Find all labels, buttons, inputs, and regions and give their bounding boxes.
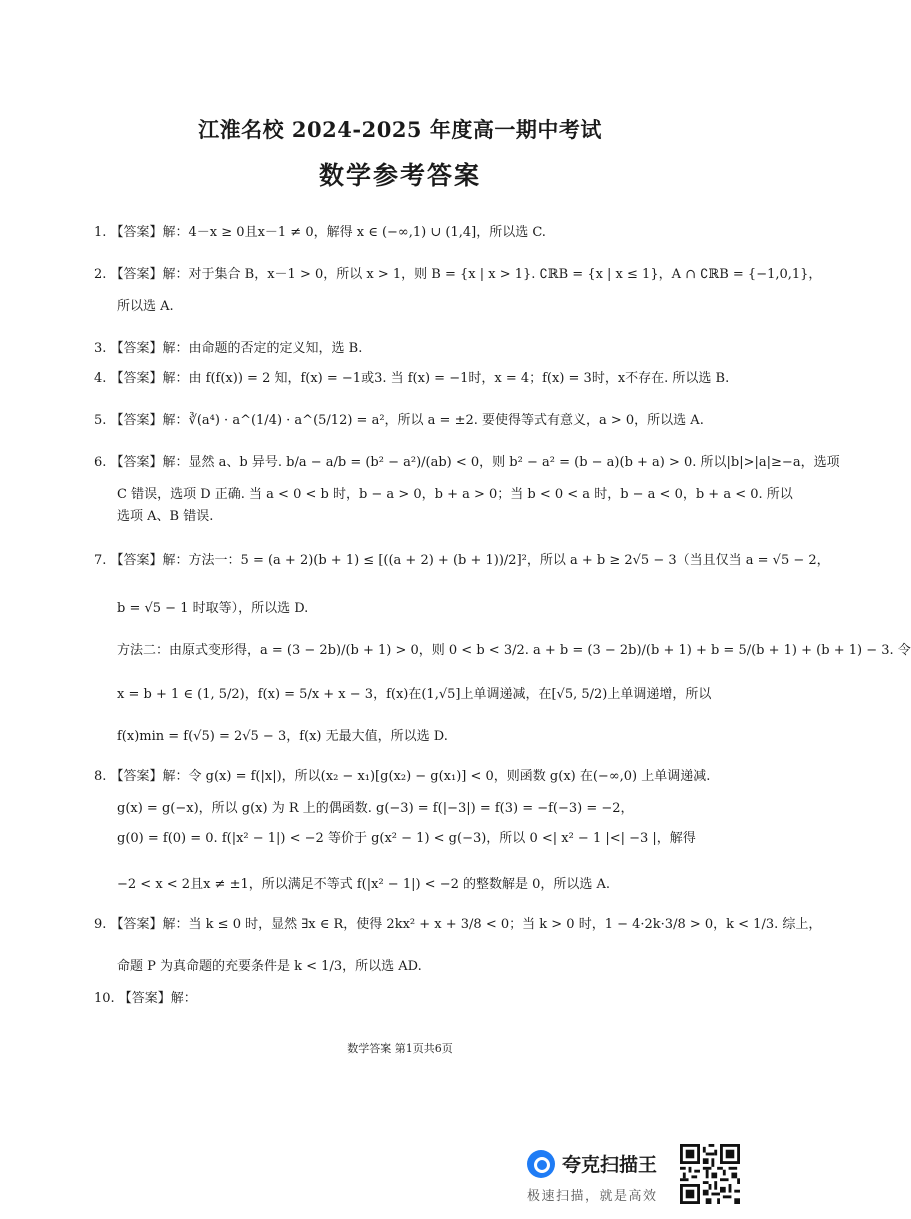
answer-2: 2. 【答案】解：对于集合 B，x－1 > 0，所以 x > 1，则 B = {x | x > 1}. ∁ℝB = {x | x ≤ 1}，A ∩ ∁ℝB = {−1,0,1}， (94, 267, 822, 282)
answer-6-cont-2: 选项 A、B 错误. (117, 509, 214, 524)
quark-logo-icon (527, 1150, 555, 1178)
answer-5: 5. 【答案】解：∛(a⁴) · a^(1/4) · a^(5/12) = a²，所以 a = ±2. 要使得等式有意义，a > 0，所以选 A. (94, 413, 704, 428)
watermark-name: 夸克扫描王 (562, 1154, 658, 1176)
answer-6-cont-1: C 错误，选项 D 正确. 当 a < 0 < b 时，b − a > 0，b + a > 0；当 b < 0 < a 时，b − a < 0，b + a < 0. 所以 (117, 487, 793, 502)
answer-10: 10. 【答案】解： (94, 991, 197, 1006)
answer-7: 7. 【答案】解：方法一：5 = (a + 2)(b + 1) ≤ [((a + 2) + (b + 1))/2]²，所以 a + b ≥ 2√5 − 3（当且仅当 a = √5 − 2， (94, 553, 830, 568)
answer-7-method2-cont-1: x = b + 1 ∈ (1, 5/2)，f(x) = 5/x + x − 3，f(x)在(1,√5]上单调递减，在[√5, 5/2)上单调递增，所以 (117, 687, 712, 702)
answer-1: 1. 【答案】解：4－x ≥ 0且x－1 ≠ 0，解得 x ∈ (−∞,1) ∪ (1,4]，所以选 C. (94, 225, 546, 240)
answer-8: 8. 【答案】解：令 g(x) = f(|x|)，所以(x₂ − x₁)[g(x₂) − g(x₁)] < 0，则函数 g(x) 在(−∞,0) 上单调递减. (94, 769, 711, 784)
answer-8-cont-2: g(0) = f(0) = 0. f(|x² − 1|) < −2 等价于 g(x² − 1) < g(−3)，所以 0 <| x² − 1 |<| −3 |，解得 (117, 831, 696, 846)
answer-7-method2-cont-2: f(x)min = f(√5) = 2√5 − 3，f(x) 无最大值，所以选 D. (117, 729, 448, 744)
answer-7-method2: 方法二：由原式变形得，a = (3 − 2b)/(b + 1) > 0，则 0 < b < 3/2. a + b = (3 − 2b)/(b + 1) + b = 5/(b + 1) + (b + 1) − 3. 令 (117, 643, 911, 658)
answer-6: 6. 【答案】解：显然 a、b 异号. b/a − a/b = (b² − a²)/(ab) < 0，则 b² − a² = (b − a)(b + a) > 0. 所以|b|>|a|≥−a，选项 (94, 455, 840, 470)
watermark-slogan: 极速扫描，就是高效 (527, 1189, 658, 1204)
answer-2-cont: 所以选 A. (117, 299, 174, 314)
answer-7-cont: b = √5 − 1 时取等），所以选 D. (117, 601, 309, 616)
answer-4: 4. 【答案】解：由 f(f(x)) = 2 知，f(x) = −1或3. 当 f(x) = −1时，x = 4；f(x) = 3时，x不存在. 所以选 B. (94, 371, 730, 386)
answer-3: 3. 【答案】解：由命题的否定的定义知，选 B. (94, 341, 363, 356)
answer-8-cont-3: −2 < x < 2且x ≠ ±1，所以满足不等式 f(|x² − 1|) < −2 的整数解是 0，所以选 A. (117, 877, 611, 892)
answer-9: 9. 【答案】解：当 k ≤ 0 时，显然 ∃x ∈ R，使得 2kx² + x + 3/8 < 0；当 k > 0 时，1 − 4·2k·3/8 > 0，k < 1/3. 综上， (94, 917, 822, 932)
page-footer: 数学答案 第1页共6页 (347, 1042, 453, 1055)
scanner-watermark (527, 1147, 677, 1207)
page-subtitle: 数学参考答案 (318, 161, 481, 190)
page-title: 江淮名校 2024-2025 年度高一期中考试 (198, 117, 602, 142)
answer-8-cont-1: g(x) = g(−x)，所以 g(x) 为 R 上的偶函数. g(−3) = f(|−3|) = f(3) = −f(−3) = −2， (117, 801, 634, 816)
answer-9-cont: 命题 P 为真命题的充要条件是 k < 1/3，所以选 AD. (117, 959, 422, 974)
qr-code-icon (680, 1144, 740, 1204)
